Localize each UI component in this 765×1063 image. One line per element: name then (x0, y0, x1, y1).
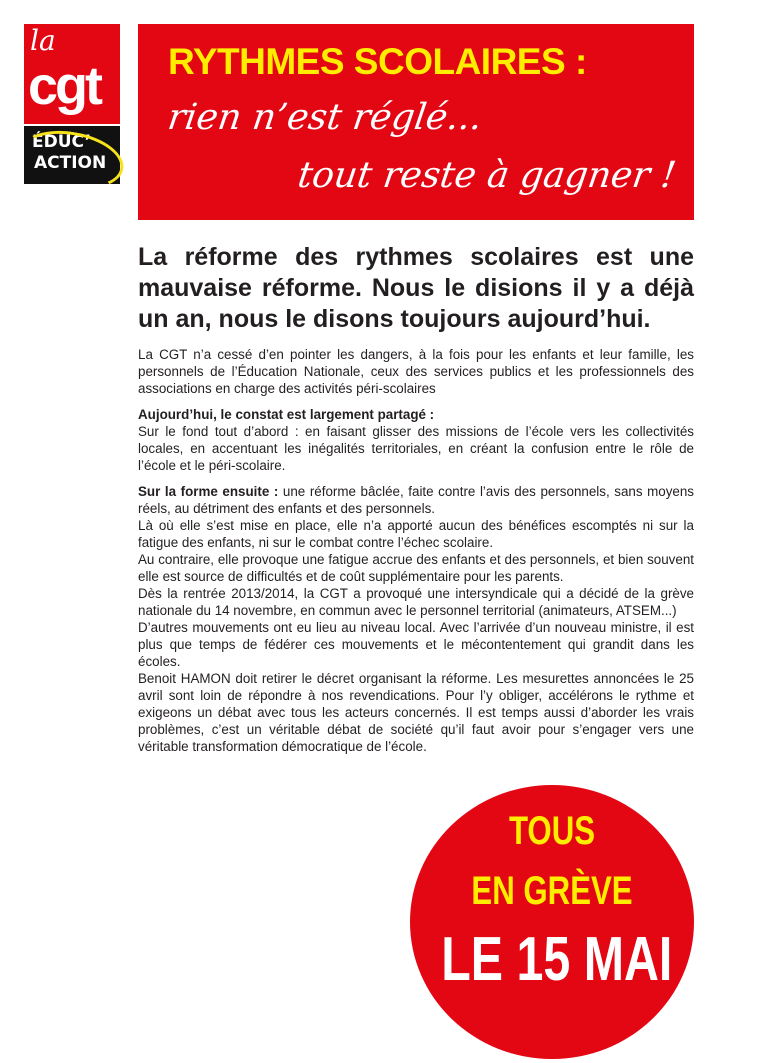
logo-red-block (24, 24, 120, 124)
logo-action-text: ACTION (34, 153, 107, 173)
callout-line-3: LE 15 MAI (441, 925, 673, 994)
banner-subtitle-1: rien n’est réglé... (165, 97, 485, 138)
banner-title: RYTHMES SCOLAIRES : (168, 41, 587, 82)
paragraph-rentree: Dès la rentrée 2013/2014, la CGT a provoqué une intersyndicale qui a décidé de la grève nationale du 14 novembre, en commun avec le personnel territorial (animateurs, ATSEM...) (138, 586, 694, 618)
paragraph-mouvements: D’autres mouvements ont eu lieu au niveau local. Avec l’arrivée d’un nouveau ministre, il est plus que temps de fédérer ces mouvements et le mécontentement qui grandit dans les écoles. (138, 620, 694, 669)
paragraph-intro: La CGT n’a cessé d’en pointer les dangers, à la fois pour les enfants et leur famille, les personnels de l’Éducation Nationale, ceux des services publics et les professionnels des associations en charge des activités péri-scolaires (138, 347, 694, 396)
paragraph-forme (138, 483, 694, 517)
logo-la-text: la (30, 24, 56, 57)
paragraph-constat-heading (138, 406, 694, 423)
strike-callout (410, 785, 694, 1059)
paragraph-fatigue: Au contraire, elle provoque une fatigue accrue des enfants et des personnels, et bien souvent elle est source de difficultés et de coût supplémentaire pour les parents. (138, 552, 694, 584)
forme-heading: Sur la forme ensuite : (138, 484, 279, 499)
constat-heading: Aujourd’hui, le constat est largement partagé : (138, 407, 435, 422)
callout-line-1: TOUS (508, 809, 596, 853)
banner-subtitle-2: tout reste à gagner ! (295, 155, 679, 196)
paragraph-hamon: Benoit HAMON doit retirer le décret organisant la réforme. Les mesurettes annoncées le 25 avril sont loin de répondre à nos revendications. Pour l’y obliger, accélérons le rythme et exigeons un débat avec tous les acteurs concernés. Il est temps aussi d’aborder les vrais problèmes, c’est un véritable débat de société qu’il faut avoir pour s’engager vers une véritable transformation démocratique de l’école. (138, 671, 694, 754)
paragraph-bilan: Là où elle s’est mise en place, elle n’a apporté aucun des bénéfices escomptés ni sur la fatigue des enfants, ni sur le combat contre l’échec scolaire. (138, 518, 694, 550)
cgt-educ-action-logo (24, 24, 120, 184)
lead-paragraph: La réforme des rythmes scolaires est une mauvaise réforme. Nous le disions il y a déjà un an, nous le disons toujours aujourd’hui. (138, 243, 694, 333)
title-banner (138, 24, 694, 220)
logo-educ-text: ÉDUC’ (32, 132, 92, 152)
body-text (138, 346, 694, 755)
logo-cgt-text: cgt (28, 56, 100, 116)
forme-text: une réforme bâclée, faite contre l’avis des personnels, sans moyens réels, au détriment des enfants et des personnels. (138, 484, 694, 516)
paragraph-fond: Sur le fond tout d’abord : en faisant glisser des missions de l’école vers les collectivités locales, en accentuant les inégalités territoriales, en créant la confusion entre le rôle de l’école et le péri-scolaire. (138, 424, 694, 473)
callout-line-2: EN GRÈVE (471, 869, 633, 913)
